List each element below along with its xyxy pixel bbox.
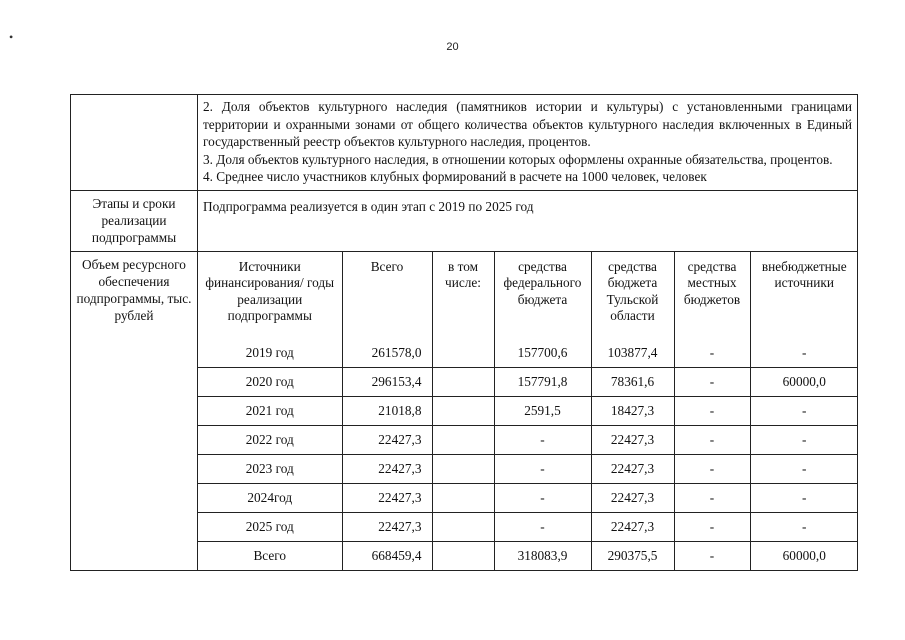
indicators-row: [71, 95, 858, 191]
cell-total: 296153,4: [342, 367, 432, 396]
cell-incl: [432, 483, 494, 512]
funding-row: [71, 251, 858, 570]
cell-incl: [432, 339, 494, 368]
funding-header-row: [198, 252, 858, 339]
cell-federal: -: [494, 512, 591, 541]
indicators-label-cell: [71, 95, 198, 191]
funding-year-row: [198, 425, 858, 454]
cell-total: 22427,3: [342, 483, 432, 512]
cell-year: 2024год: [198, 483, 342, 512]
cell-year: 2021 год: [198, 396, 342, 425]
cell-federal: -: [494, 425, 591, 454]
cell-local: -: [674, 339, 750, 368]
cell-federal: 157700,6: [494, 339, 591, 368]
cell-total: 668459,4: [342, 541, 432, 570]
funding-table: [198, 252, 858, 570]
cell-incl: [432, 425, 494, 454]
cell-local: -: [674, 396, 750, 425]
page-number: 20: [446, 41, 459, 53]
cell-year: 2022 год: [198, 425, 342, 454]
cell-incl: [432, 541, 494, 570]
cell-year: 2025 год: [198, 512, 342, 541]
cell-incl: [432, 396, 494, 425]
cell-federal: 157791,8: [494, 367, 591, 396]
cell-regional: 103877,4: [591, 339, 674, 368]
indicator-item: 3. Доля объектов культурного наследия, в отношении которых оформлены охранные обязательства, процентов.: [203, 151, 833, 167]
cell-regional: 22427,3: [591, 483, 674, 512]
cell-total: 22427,3: [342, 425, 432, 454]
cell-total: 21018,8: [342, 396, 432, 425]
stages-row: [71, 190, 858, 251]
funding-label: Объем ресурсного обеспечения подпрограммы, тыс. рублей: [71, 251, 198, 570]
header-total: Всего: [342, 252, 432, 339]
cell-extra: -: [750, 396, 858, 425]
cell-year: 2023 год: [198, 454, 342, 483]
cell-regional: 78361,6: [591, 367, 674, 396]
cell-incl: [432, 367, 494, 396]
cell-extra: 60000,0: [750, 367, 858, 396]
funding-year-row: [198, 483, 858, 512]
cell-year: 2020 год: [198, 367, 342, 396]
cell-local: -: [674, 541, 750, 570]
cell-year: 2019 год: [198, 339, 342, 368]
indicators-cell: [198, 95, 858, 191]
cell-local: -: [674, 483, 750, 512]
header-extrabudgetary: внебюджетные источники: [750, 252, 858, 339]
cell-regional: 22427,3: [591, 425, 674, 454]
cell-extra: -: [750, 483, 858, 512]
funding-year-row: [198, 396, 858, 425]
cell-regional: 290375,5: [591, 541, 674, 570]
header-including: в том числе:: [432, 252, 494, 339]
cell-extra: 60000,0: [750, 541, 858, 570]
cell-federal: -: [494, 483, 591, 512]
cell-extra: -: [750, 339, 858, 368]
cell-incl: [432, 454, 494, 483]
cell-total: 22427,3: [342, 512, 432, 541]
header-sources: Источники финансирования/ годы реализации подпрограммы: [198, 252, 342, 339]
cell-local: -: [674, 512, 750, 541]
cell-incl: [432, 512, 494, 541]
funding-year-row: [198, 339, 858, 368]
funding-year-row: [198, 454, 858, 483]
cell-regional: 22427,3: [591, 454, 674, 483]
stages-label: Этапы и сроки реализации подпрограммы: [71, 190, 198, 251]
cell-year: Всего: [198, 541, 342, 570]
cell-regional: 22427,3: [591, 512, 674, 541]
header-local: средства местных бюджетов: [674, 252, 750, 339]
cell-federal: 2591,5: [494, 396, 591, 425]
funding-total-row: [198, 541, 858, 570]
stages-text: Подпрограмма реализуется в один этап с 2019 по 2025 год: [198, 190, 858, 251]
header-federal: средства федерального бюджета: [494, 252, 591, 339]
funding-year-row: [198, 512, 858, 541]
margin-dot: •: [9, 30, 14, 44]
header-regional: средства бюджета Тульской области: [591, 252, 674, 339]
cell-extra: -: [750, 454, 858, 483]
cell-local: -: [674, 367, 750, 396]
cell-total: 22427,3: [342, 454, 432, 483]
cell-extra: -: [750, 512, 858, 541]
funding-cell: [198, 251, 858, 570]
indicator-item: 4. Среднее число участников клубных формирований в расчете на 1000 человек, человек: [203, 169, 707, 184]
cell-local: -: [674, 425, 750, 454]
cell-extra: -: [750, 425, 858, 454]
cell-total: 261578,0: [342, 339, 432, 368]
passport-table: [70, 94, 858, 571]
cell-regional: 18427,3: [591, 396, 674, 425]
funding-year-row: [198, 367, 858, 396]
indicator-item: 2. Доля объектов культурного наследия (памятников истории и культуры) с установленными границами территории и охранными зонами от общего количества объектов культурного наследия включенных в Единый государственный реестр объектов культурного наследия, процентов.: [203, 99, 852, 149]
cell-federal: 318083,9: [494, 541, 591, 570]
cell-federal: -: [494, 454, 591, 483]
cell-local: -: [674, 454, 750, 483]
